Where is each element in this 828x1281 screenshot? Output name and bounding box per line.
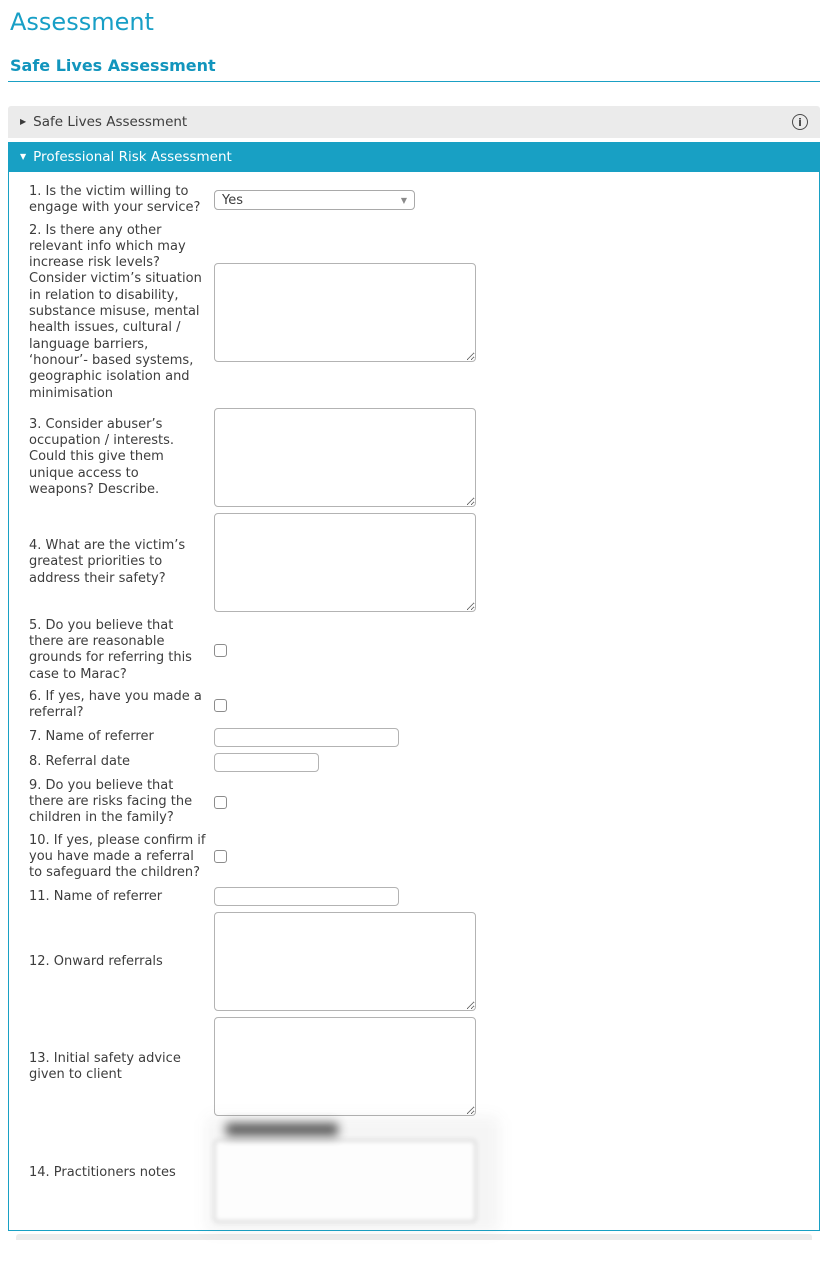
q9-checkbox[interactable] [214, 796, 227, 809]
q13-textarea[interactable] [214, 1017, 476, 1116]
form-row [9, 513, 819, 612]
q5-label: 5. Do you believe that there are reasonable grounds for referring this case to Marac? [29, 617, 192, 682]
q1-dropdown-value: Yes [222, 192, 243, 208]
q5-checkbox[interactable] [214, 644, 227, 657]
q9-label: 9. Do you believe that there are risks facing the children in the family? [29, 777, 193, 826]
form-row [9, 833, 819, 882]
chevron-right-icon: ▶ [20, 116, 27, 126]
q11-label: 11. Name of referrer [29, 888, 163, 904]
q7-label: 7. Name of referrer [29, 728, 154, 744]
q10-label: 10. If yes, please confirm if you have made a referral to safeguard the children? [29, 832, 206, 881]
q14-textarea[interactable] [214, 1140, 476, 1222]
assessment-content [8, 106, 820, 1240]
q6-label: 6. If yes, have you made a referral? [29, 689, 202, 721]
form-row [9, 408, 819, 507]
q4-textarea[interactable] [214, 513, 476, 612]
accordion-safe-lives-assessment[interactable] [8, 106, 820, 138]
q13-label: 13. Initial safety advice given to client [29, 1050, 181, 1082]
next-accordion-bar[interactable] [16, 1234, 812, 1240]
q1-dropdown[interactable] [214, 190, 415, 210]
q8-date-input[interactable] [214, 753, 319, 772]
q7-input[interactable] [214, 728, 399, 747]
form-row [9, 778, 819, 827]
accordion-professional-risk-assessment[interactable] [8, 142, 820, 172]
section-subtitle: Safe Lives Assessment [10, 56, 216, 75]
chevron-down-icon: ▼ [20, 151, 27, 161]
form-row [9, 223, 819, 402]
subtitle-divider [8, 81, 820, 82]
form-row [9, 887, 819, 906]
q8-label: 8. Referral date [29, 753, 131, 769]
q12-textarea[interactable] [214, 912, 476, 1011]
q11-input[interactable] [214, 887, 399, 906]
professional-risk-assessment-panel [8, 172, 820, 1231]
q3-label: 3. Consider abuser’s occupation / interests. Could this give them unique access to weapons? Describe. [29, 416, 175, 497]
q3-textarea[interactable] [214, 408, 476, 507]
form-row [9, 689, 819, 722]
redacted-text [226, 1123, 338, 1136]
form-row [9, 618, 819, 683]
form-row [9, 728, 819, 747]
q6-checkbox[interactable] [214, 699, 227, 712]
form-row [9, 184, 819, 217]
form-row [9, 1122, 819, 1224]
page-title: Assessment [10, 8, 154, 36]
q12-label: 12. Onward referrals [29, 953, 163, 969]
form-row [9, 1017, 819, 1116]
q14-label: 14. Practitioners notes [29, 1165, 176, 1181]
q10-checkbox[interactable] [214, 850, 227, 863]
form-row [9, 753, 819, 772]
info-icon[interactable]: i [792, 114, 808, 130]
dropdown-arrow-icon: ▼ [400, 195, 407, 205]
q1-label: 1. Is the victim willing to engage with your service? [29, 184, 201, 216]
form-row [9, 912, 819, 1011]
accordion-label: Safe Lives Assessment [33, 114, 188, 130]
q2-label: 2. Is there any other relevant info which may increase risk levels? Consider victim’s situation in relation to disability, substance misuse, mental health issues, cultural / language barriers, ‘honour’- based systems, geographic isolation and minimisation [29, 222, 202, 401]
accordion-label: Professional Risk Assessment [33, 149, 232, 165]
q14-redacted-notes [214, 1122, 486, 1224]
q2-textarea[interactable] [214, 263, 476, 362]
q4-label: 4. What are the victim’s greatest priorities to address their safety? [29, 537, 186, 586]
